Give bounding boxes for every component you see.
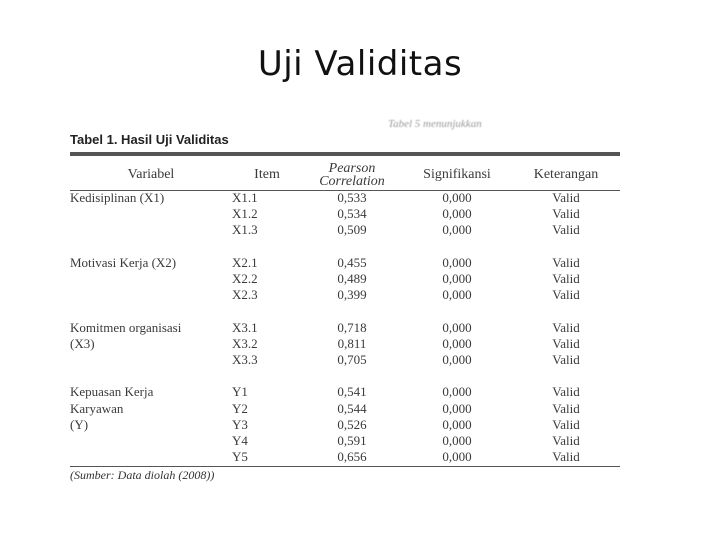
pearson-cell: 0,656 xyxy=(337,449,367,465)
header-pearson-line1: Pearson xyxy=(328,161,376,176)
item-cell: Y1 xyxy=(232,384,248,400)
pearson-cell: 0,399 xyxy=(337,287,367,303)
variable-cell xyxy=(70,352,232,368)
header-keterangan: Keterangan xyxy=(533,167,599,182)
table-row xyxy=(70,271,620,287)
description-cell: Valid xyxy=(552,271,580,286)
item-cell: X3.2 xyxy=(232,335,258,351)
variable-cell xyxy=(70,433,232,449)
variable-cell: Motivasi Kerja (X2) xyxy=(70,254,177,270)
header-variabel: Variabel xyxy=(127,167,175,182)
item-cell: Y5 xyxy=(232,449,248,465)
significance-cell: 0,000 xyxy=(442,190,472,205)
item-cell: Y2 xyxy=(232,400,248,416)
table-header-row xyxy=(70,160,620,190)
significance-cell: 0,000 xyxy=(442,352,472,367)
pearson-cell: 0,533 xyxy=(337,190,367,205)
description-cell: Valid xyxy=(552,416,580,432)
significance-cell: 0,000 xyxy=(442,222,472,238)
pearson-cell: 0,541 xyxy=(337,384,367,400)
table-row xyxy=(70,352,620,368)
description-cell: Valid xyxy=(552,384,580,400)
description-cell: Valid xyxy=(552,352,580,367)
significance-cell: 0,000 xyxy=(442,384,472,400)
variable-cell xyxy=(70,271,232,287)
item-cell: X1.3 xyxy=(232,222,258,238)
description-cell: Valid xyxy=(552,335,580,351)
table-source: (Sumber: Data diolah (2008)) xyxy=(70,468,215,482)
spacer-cell xyxy=(402,239,512,255)
table-row xyxy=(70,222,620,238)
pearson-cell: 0,534 xyxy=(337,206,367,222)
scanned-table-image xyxy=(66,118,626,490)
slide-title: Uji Validitas xyxy=(257,44,463,84)
significance-cell: 0,000 xyxy=(442,271,472,286)
significance-cell: 0,000 xyxy=(442,449,472,465)
spacer-cell xyxy=(302,303,402,319)
pearson-cell: 0,489 xyxy=(337,271,367,286)
significance-cell: 0,000 xyxy=(442,254,472,270)
item-cell: Y3 xyxy=(232,416,248,432)
pearson-cell: 0,526 xyxy=(337,416,367,432)
validity-table xyxy=(70,160,620,465)
item-cell: X3.3 xyxy=(232,352,258,367)
spacer-cell xyxy=(402,303,512,319)
bottom-rule xyxy=(70,466,620,467)
group-spacer-row xyxy=(70,303,620,319)
description-cell: Valid xyxy=(552,319,580,335)
item-cell: X3.1 xyxy=(232,319,258,335)
item-cell: X2.3 xyxy=(232,287,258,303)
pearson-cell: 0,718 xyxy=(337,319,367,335)
spacer-cell xyxy=(232,368,302,384)
significance-cell: 0,000 xyxy=(442,433,472,448)
description-cell: Valid xyxy=(552,400,580,416)
header-item: Item xyxy=(254,167,280,182)
faint-background-text: Tabel 5 menunjukkan xyxy=(388,118,482,130)
variable-cell: (Y) xyxy=(70,416,89,432)
spacer-cell xyxy=(302,239,402,255)
variable-cell xyxy=(70,287,232,303)
spacer-cell xyxy=(70,239,232,255)
table-row xyxy=(70,336,620,352)
item-cell: X2.2 xyxy=(232,271,258,286)
spacer-cell xyxy=(512,368,620,384)
spacer-cell xyxy=(70,368,232,384)
spacer-cell xyxy=(232,239,302,255)
top-rule xyxy=(70,152,620,156)
variable-cell: (X3) xyxy=(70,335,95,351)
table-row xyxy=(70,401,620,417)
table-row xyxy=(70,255,620,271)
header-pearson-correlation xyxy=(302,160,402,190)
significance-cell: 0,000 xyxy=(442,206,472,222)
description-cell: Valid xyxy=(552,190,580,205)
header-pearson-line2: Correlation xyxy=(319,174,385,189)
description-cell: Valid xyxy=(552,254,580,270)
pearson-cell: 0,811 xyxy=(337,335,367,351)
item-cell: X1.1 xyxy=(232,190,258,205)
description-cell: Valid xyxy=(552,206,580,222)
spacer-cell xyxy=(232,303,302,319)
significance-cell: 0,000 xyxy=(442,400,472,416)
description-cell: Valid xyxy=(552,433,580,448)
pearson-cell: 0,455 xyxy=(337,254,367,270)
variable-cell: Kedisiplinan (X1) xyxy=(70,190,165,205)
spacer-cell xyxy=(302,368,402,384)
variable-cell: Komitmen organisasi xyxy=(70,319,182,335)
table-row xyxy=(70,417,620,433)
table-caption: Tabel 1. Hasil Uji Validitas xyxy=(70,132,229,147)
item-cell: Y4 xyxy=(232,433,248,448)
group-spacer-row xyxy=(70,368,620,384)
variable-cell xyxy=(70,222,232,238)
table-row xyxy=(70,206,620,222)
pearson-cell: 0,544 xyxy=(337,400,367,416)
table-row xyxy=(70,433,620,449)
variable-cell: Karyawan xyxy=(70,400,124,416)
variable-cell xyxy=(70,449,232,465)
significance-cell: 0,000 xyxy=(442,335,472,351)
significance-cell: 0,000 xyxy=(442,287,472,303)
table-row xyxy=(70,287,620,303)
spacer-cell xyxy=(512,303,620,319)
description-cell: Valid xyxy=(552,222,580,238)
variable-cell: Kepuasan Kerja xyxy=(70,384,154,400)
variable-cell xyxy=(70,206,232,222)
spacer-cell xyxy=(70,303,232,319)
description-cell: Valid xyxy=(552,287,580,303)
group-spacer-row xyxy=(70,239,620,255)
description-cell: Valid xyxy=(552,449,580,465)
pearson-cell: 0,509 xyxy=(337,222,367,238)
spacer-cell xyxy=(512,239,620,255)
pearson-cell: 0,705 xyxy=(337,352,367,367)
significance-cell: 0,000 xyxy=(442,416,472,432)
significance-cell: 0,000 xyxy=(442,319,472,335)
header-signifikansi: Signifikansi xyxy=(423,167,491,182)
pearson-cell: 0,591 xyxy=(337,433,367,448)
table-row xyxy=(70,190,620,206)
table-row xyxy=(70,384,620,400)
table-row xyxy=(70,449,620,465)
item-cell: X2.1 xyxy=(232,254,258,270)
item-cell: X1.2 xyxy=(232,206,258,222)
table-body xyxy=(70,190,620,465)
table-row xyxy=(70,320,620,336)
spacer-cell xyxy=(402,368,512,384)
